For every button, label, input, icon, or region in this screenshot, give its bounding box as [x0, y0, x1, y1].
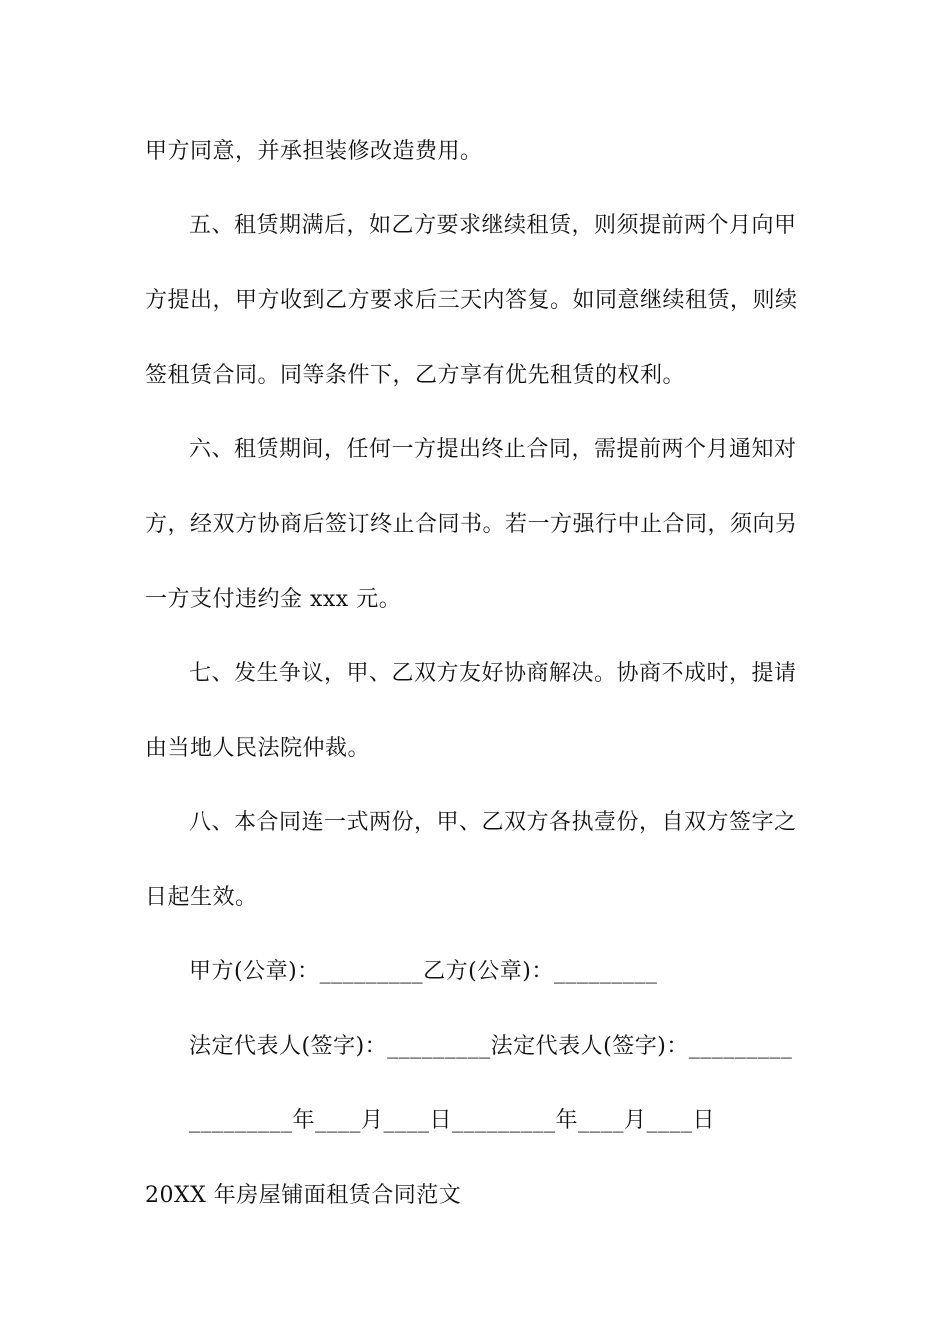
paragraph-line: 一方支付违约金 xxx 元。 [145, 587, 402, 612]
paragraph-line: 方，经双方协商后签订终止合同书。若一方强行中止合同，须向另 [145, 512, 798, 537]
clause-7-line: 七、发生争议，甲、乙双方友好协商解决。协商不成时，提请 [189, 661, 797, 686]
party-seal-line: 甲方(公章)：_________乙方(公章)：_________ [189, 959, 658, 984]
paragraph-line: 日起生效。 [145, 885, 258, 910]
document-title: 20XX 年房屋铺面租赁合同范文 [145, 1183, 462, 1208]
paragraph-line: 由当地人民法院仲裁。 [145, 736, 371, 761]
clause-6-line: 六、租赁期间，任何一方提出终止合同，需提前两个月通知对 [189, 437, 797, 462]
paragraph-line: 甲方同意，并承担装修改造费用。 [145, 139, 483, 164]
signing-date-line: _________年____月____日_________年____月____日 [189, 1108, 716, 1133]
clause-5-line: 五、租赁期满后，如乙方要求继续租赁，则须提前两个月向甲 [189, 213, 797, 238]
paragraph-line: 方提出，甲方收到乙方要求后三天内答复。如同意继续租赁，则续 [145, 288, 798, 313]
paragraph-line: 签租赁合同。同等条件下，乙方享有优先租赁的权利。 [145, 363, 686, 388]
legal-representative-line: 法定代表人(签字)：_________法定代表人(签字)：_________ [189, 1034, 793, 1059]
clause-8-line: 八、本合同连一式两份，甲、乙双方各执壹份，自双方签字之 [189, 810, 797, 835]
